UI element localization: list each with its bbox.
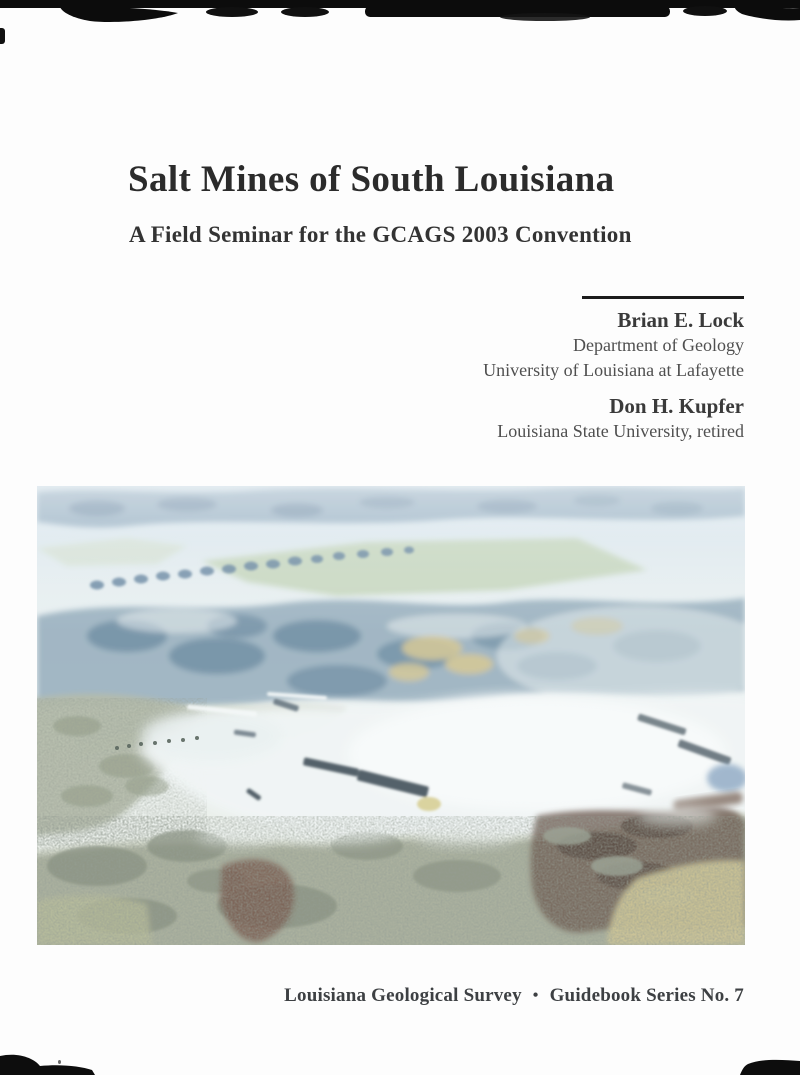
author-affiliation: Department of Geology bbox=[573, 335, 744, 355]
author-name-1: Brian E. Lock bbox=[617, 308, 744, 332]
author-rule bbox=[582, 296, 744, 299]
author-affiliation: University of Louisiana at Lafayette bbox=[483, 360, 744, 380]
book-subtitle: A Field Seminar for the GCAGS 2003 Convention bbox=[129, 222, 632, 247]
series-label: Guidebook Series No. 7 bbox=[549, 985, 744, 1006]
scan-artifact-top bbox=[0, 0, 800, 30]
scan-artifact-bottom-right bbox=[740, 1055, 800, 1075]
author-affiliation: Louisiana State University, retired bbox=[497, 421, 744, 441]
scan-stray-dot bbox=[58, 1060, 61, 1064]
bullet-separator: • bbox=[532, 987, 539, 1004]
cover-photo bbox=[37, 486, 745, 945]
author-name-2: Don H. Kupfer bbox=[609, 394, 744, 418]
footer-imprint bbox=[284, 985, 744, 1007]
book-title: Salt Mines of South Louisiana bbox=[128, 159, 615, 200]
author-block bbox=[483, 296, 744, 444]
publisher-name: Louisiana Geological Survey bbox=[284, 985, 522, 1006]
scan-artifact-left-nub bbox=[0, 28, 5, 44]
